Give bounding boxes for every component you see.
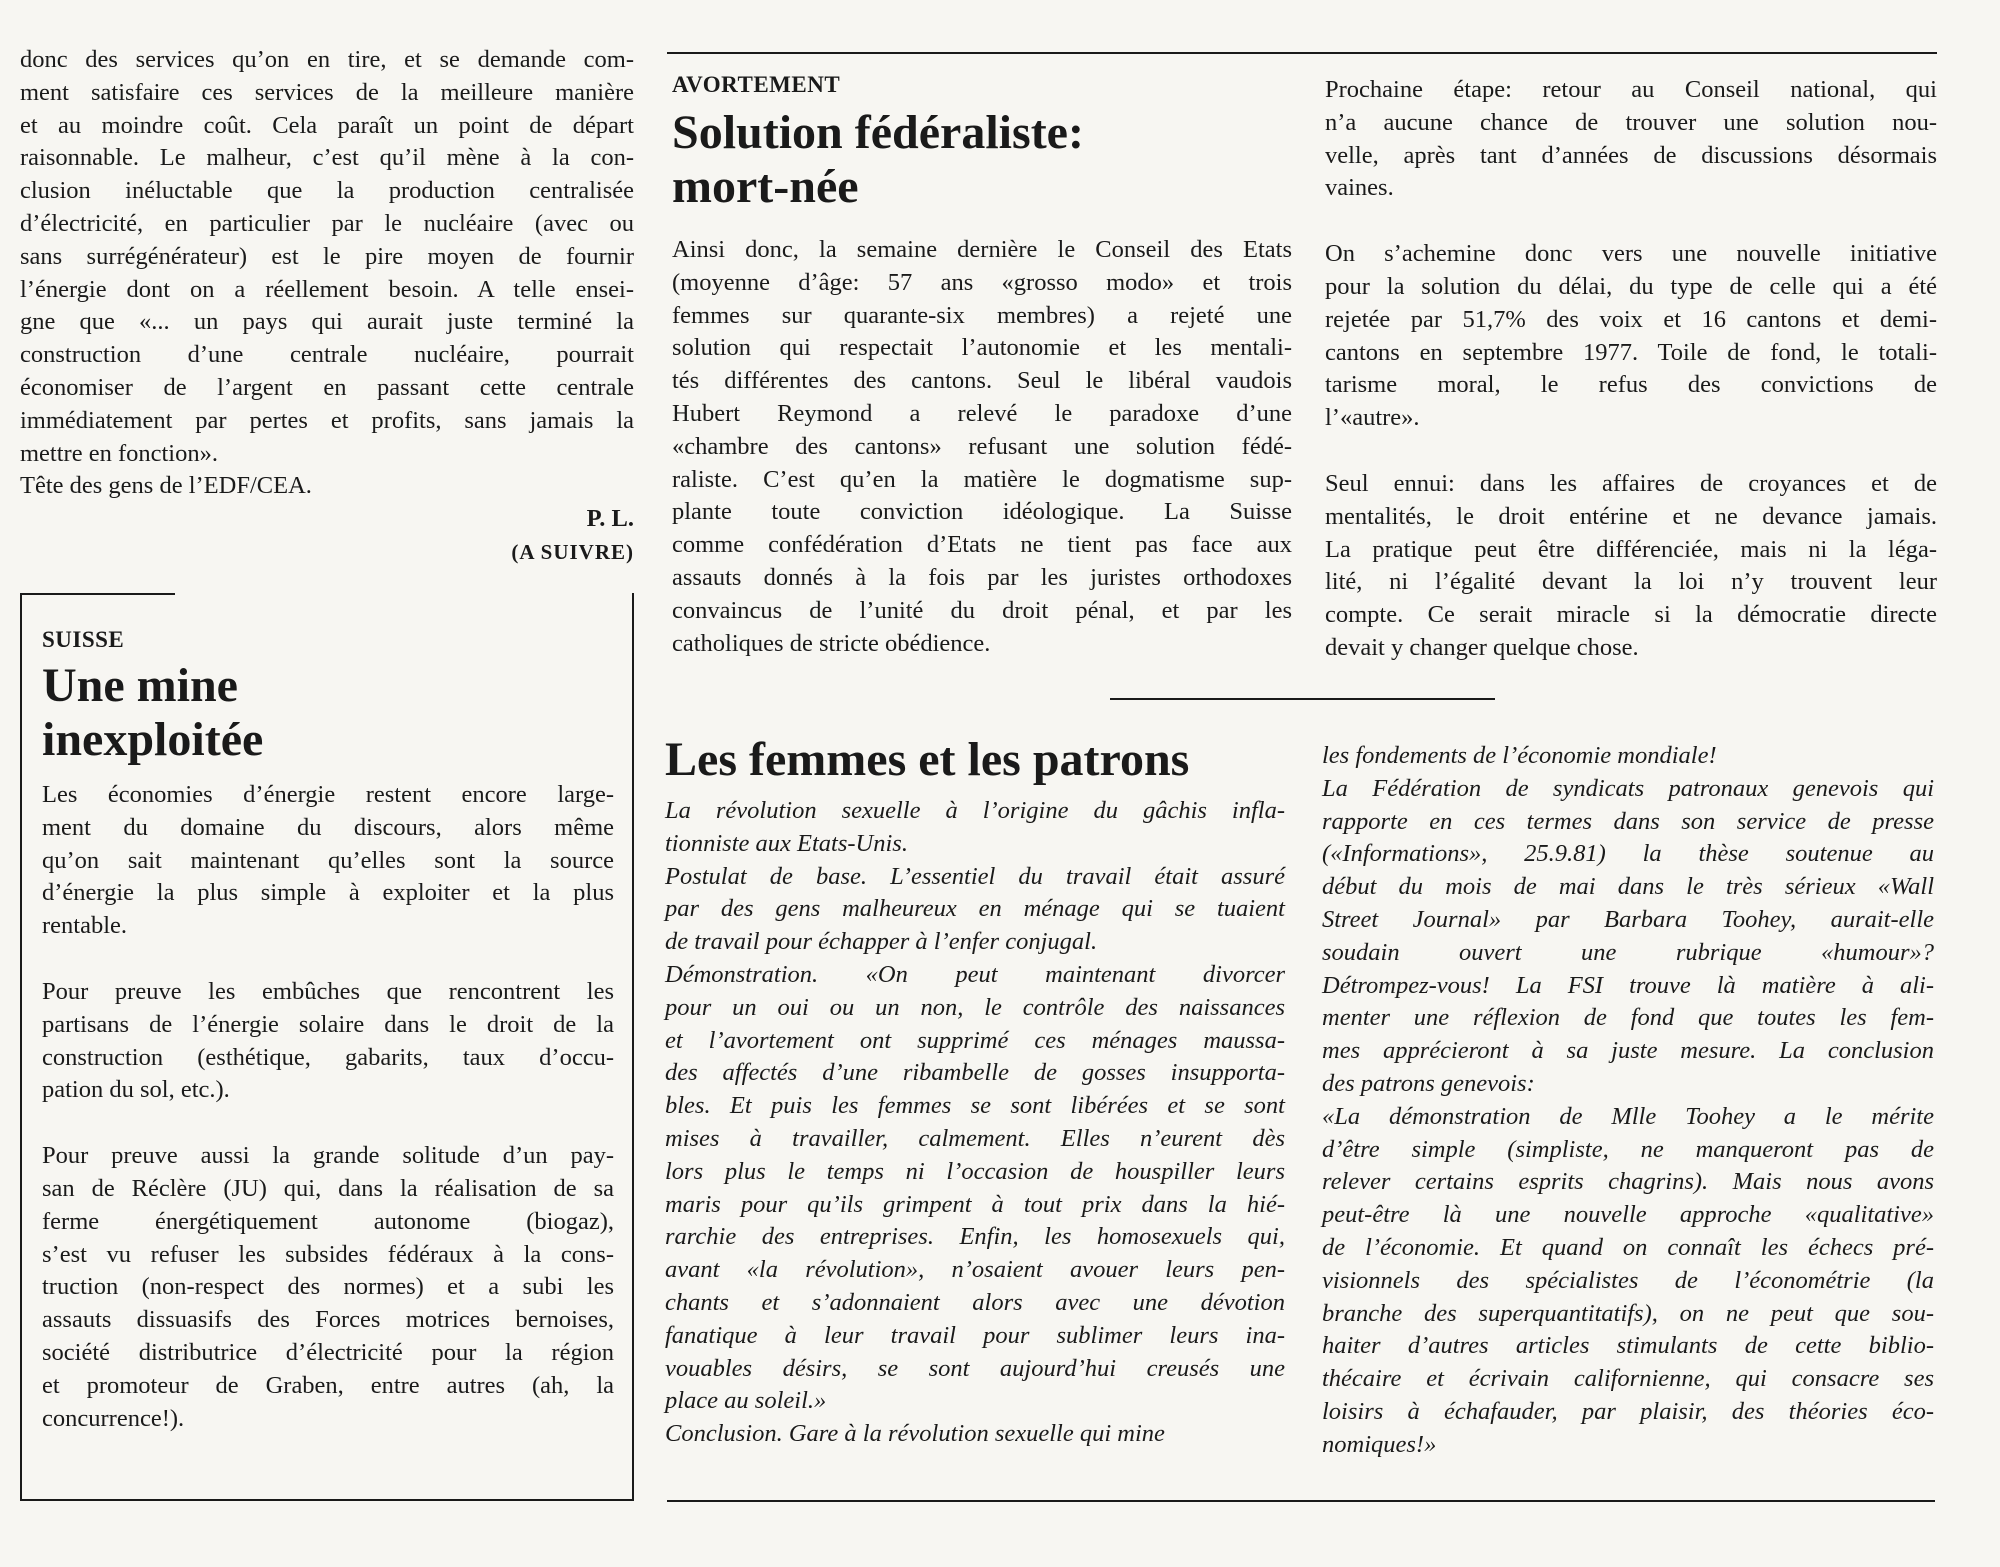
top-rule bbox=[667, 52, 1937, 54]
text-line: «chambre des cantons» refusant une solution fédé- bbox=[672, 432, 1292, 460]
paragraph-gap bbox=[1325, 435, 1937, 468]
text-line: comme confédération d’Etats ne tient pas face aux bbox=[672, 531, 1292, 559]
text-line: assauts donnés à la fois par les juristes orthodoxes bbox=[672, 563, 1292, 591]
text-line: relever certains esprits chagrins). Mais nous avons bbox=[1322, 1168, 1934, 1196]
femmes-right-column-text bbox=[1322, 740, 1934, 1462]
text-line: compte. Ce serait miracle si la démocratie directe bbox=[1325, 601, 1937, 629]
text-line: de l’économie. Et quand on connaît les échecs pré- bbox=[1322, 1233, 1934, 1261]
text-line: velle, après tant d’années de discussions désormais bbox=[1325, 141, 1937, 169]
text-line: vaines. bbox=[1325, 174, 1394, 202]
paragraph-gap bbox=[1325, 205, 1937, 238]
text-line: donc des services qu’on en tire, et se demande com- bbox=[20, 46, 634, 73]
text-line: Détrompez-vous! La FSI trouve là matière à ali- bbox=[1322, 971, 1934, 999]
femmes-left-column-text bbox=[665, 795, 1285, 1451]
text-line: des affectés d’une ribambelle de gosses insupporta- bbox=[665, 1059, 1285, 1087]
text-line: gne que «... un pays qui aurait juste terminé la bbox=[20, 308, 634, 336]
text-line: place au soleil.» bbox=[665, 1387, 827, 1415]
text-line: Démonstration. «On peut maintenant divorcer bbox=[665, 960, 1285, 988]
section-separator-rule bbox=[1110, 698, 1495, 700]
paragraph-gap bbox=[42, 1107, 614, 1140]
text-line: («Informations», 25.9.81) la thèse soutenue au bbox=[1322, 840, 1934, 868]
text-line: La révolution sexuelle à l’origine du gâchis infla- bbox=[665, 797, 1285, 824]
text-line: thécaire et écrivain californienne, qui consacre ses bbox=[1322, 1365, 1934, 1393]
text-line: plante toute conviction idéologique. La Suisse bbox=[672, 498, 1292, 526]
text-line: l’«autre». bbox=[1325, 404, 1420, 432]
text-line: début du mois de mai dans le très sérieux «Wall bbox=[1322, 873, 1934, 901]
text-line: ment satisfaire ces services de la meilleure manière bbox=[20, 78, 634, 106]
text-line: clusion inéluctable que la production centralisée bbox=[20, 177, 634, 205]
text-line: immédiatement par pertes et profits, sans jamais la bbox=[20, 406, 634, 434]
text-line: fanatique à leur travail pour sublimer leurs ina- bbox=[665, 1321, 1285, 1349]
text-line: Hubert Reymond a relevé le paradoxe d’une bbox=[672, 399, 1292, 427]
text-line: avant «la révolution», n’osaient avouer leurs pen- bbox=[665, 1256, 1285, 1284]
text-line: loisirs à échafauder, par plaisir, des théories éco- bbox=[1322, 1397, 1934, 1425]
text-line: La Fédération de syndicats patronaux genevois qui bbox=[1322, 774, 1934, 802]
text-line: tarisme moral, le refus des convictions de bbox=[1325, 371, 1937, 399]
text-line: Pour preuve les embûches que rencontrent les bbox=[42, 977, 614, 1005]
text-line: lité, ni l’égalité devant la loi n’y trouvent leur bbox=[1325, 568, 1937, 596]
text-line: mises à travailler, calmement. Elles n’eurent dès bbox=[665, 1124, 1285, 1152]
text-line: Les économies d’énergie restent encore large- bbox=[42, 781, 614, 808]
text-line: «La démonstration de Mlle Toohey a le mérite bbox=[1322, 1102, 1934, 1130]
text-line: pour un oui ou un non, le contrôle des naissances bbox=[665, 993, 1285, 1021]
text-line: bles. Et puis les femmes se sont libérées et se sont bbox=[665, 1092, 1285, 1120]
author-signature: P. L. bbox=[586, 505, 634, 533]
text-line: rentable. bbox=[42, 912, 128, 940]
text-line: des patrons genevois: bbox=[1322, 1069, 1535, 1097]
text-line: solution qui respectait l’autonomie et les mentali- bbox=[672, 334, 1292, 362]
text-line: nomiques!» bbox=[1322, 1430, 1437, 1458]
text-line: On s’achemine donc vers une nouvelle initiative bbox=[1325, 240, 1937, 268]
text-line: haiter d’autres articles stimulants de cette biblio- bbox=[1322, 1332, 1934, 1360]
text-line: pation du sol, etc.). bbox=[42, 1076, 230, 1104]
text-line: d’être simple (simpliste, ne manqueront pas de bbox=[1322, 1135, 1934, 1163]
bottom-rule bbox=[667, 1500, 1935, 1502]
text-line: tionniste aux Etats-Unis. bbox=[665, 829, 908, 857]
text-line: Street Journal» par Barbara Toohey, aurait-elle bbox=[1322, 905, 1934, 933]
text-line: construction (esthétique, gabarits, taux d’occu- bbox=[42, 1043, 614, 1071]
text-line: partisans de l’énergie solaire dans le droit de la bbox=[42, 1010, 614, 1038]
text-line: construction d’une centrale nucléaire, pourrait bbox=[20, 341, 634, 369]
text-line: d’électricité, en particulier par le nucléaire (avec ou bbox=[20, 209, 634, 237]
text-line: rarchie des entreprises. Enfin, les homosexuels qui, bbox=[665, 1223, 1285, 1251]
text-line: les fondements de l’économie mondiale! bbox=[1322, 742, 1717, 769]
avortement-right-column bbox=[1325, 74, 1937, 665]
femmes-article bbox=[665, 733, 1285, 1451]
paragraph-gap bbox=[42, 943, 614, 976]
suisse-kicker: SUISSE bbox=[42, 627, 125, 652]
text-line: raisonnable. Le malheur, c’est qu’il mène à la con- bbox=[20, 144, 634, 172]
suisse-article-box bbox=[20, 593, 634, 1501]
text-line: femmes sur quarante-six membres) a rejeté une bbox=[672, 301, 1292, 329]
text-line: l’énergie dont on a réellement besoin. A telle ensei- bbox=[20, 275, 634, 303]
text-line: et au moindre coût. Cela paraît un point de départ bbox=[20, 111, 634, 139]
text-line: devait y changer quelque chose. bbox=[1325, 633, 1639, 661]
text-line: vouables désirs, se sont aujourd’hui creusés une bbox=[665, 1354, 1285, 1382]
text-line: peut-être là une nouvelle approche «qualitative» bbox=[1322, 1201, 1934, 1229]
text-line: pour la solution du délai, du type de celle qui a été bbox=[1325, 272, 1937, 300]
avortement-left-column-text bbox=[672, 234, 1292, 660]
text-line: qu’on sait maintenant qu’elles sont la source bbox=[42, 846, 614, 874]
text-line: (moyenne d’âge: 57 ans «grosso modo» et trois bbox=[672, 268, 1292, 296]
text-line: Prochaine étape: retour au Conseil national, qui bbox=[1325, 76, 1937, 103]
text-line: n’a aucune chance de trouver une solution nou- bbox=[1325, 108, 1937, 136]
text-line: convaincus de l’unité du droit pénal, et par les bbox=[672, 596, 1292, 624]
avortement-article bbox=[672, 72, 1292, 660]
text-line: san de Réclère (JU) qui, dans la réalisation de sa bbox=[42, 1174, 614, 1202]
femmes-right-column bbox=[1322, 740, 1934, 1462]
text-line: Pour preuve aussi la grande solitude d’un pay- bbox=[42, 1142, 614, 1170]
femmes-headline: Les femmes et les patrons bbox=[665, 733, 1190, 786]
text-line: Ainsi donc, la semaine dernière le Conseil des Etats bbox=[672, 236, 1292, 263]
text-line: assauts dissuasifs des Forces motrices bernoises, bbox=[42, 1306, 614, 1334]
text-line: ferme énergétiquement autonome (biogaz), bbox=[42, 1207, 614, 1235]
continued-note: (A SUIVRE) bbox=[511, 539, 634, 564]
text-line: La pratique peut être différenciée, mais ni la léga- bbox=[1325, 535, 1937, 563]
text-line: rapporte en ces termes dans son service de presse bbox=[1322, 807, 1934, 835]
text-line: maris pour qu’ils grimpent à tout prix dans la hié- bbox=[665, 1190, 1285, 1218]
previous-article-end bbox=[20, 44, 634, 569]
text-line: chants et s’adonnaient alors avec une dévotion bbox=[665, 1288, 1285, 1316]
text-line: rejetée par 51,7% des voix et 16 cantons et demi- bbox=[1325, 305, 1937, 333]
text-line: Conclusion. Gare à la révolution sexuelle qui mine bbox=[665, 1420, 1165, 1448]
text-line: mes apprécieront à sa juste mesure. La conclusion bbox=[1322, 1037, 1934, 1065]
text-line: mettre en fonction». bbox=[20, 439, 218, 467]
avortement-headline-line-1: Solution fédéraliste: bbox=[672, 106, 1084, 159]
text-line: soudain ouvert une rubrique «humour»? bbox=[1322, 938, 1934, 966]
text-line: truction (non-respect des normes) et a subi les bbox=[42, 1273, 614, 1301]
text-line: Postulat de base. L’essentiel du travail était assuré bbox=[665, 862, 1285, 890]
text-line: société distributrice d’électricité pour la région bbox=[42, 1338, 614, 1366]
text-line: économiser de l’argent en passant cette centrale bbox=[20, 373, 634, 401]
avortement-kicker: AVORTEMENT bbox=[672, 72, 841, 97]
text-line: et l’avortement ont supprimé ces ménages maussa- bbox=[665, 1026, 1285, 1054]
avortement-headline-line-2: mort-née bbox=[672, 160, 859, 213]
suisse-headline-line-2: inexploitée bbox=[42, 713, 264, 766]
text-line: branche des superquantitatifs), on ne peut que sou- bbox=[1322, 1299, 1934, 1327]
text-line: lors plus le temps ni l’occasion de houspiller leurs bbox=[665, 1157, 1285, 1185]
previous-article-text bbox=[20, 44, 634, 470]
text-line: concurrence!). bbox=[42, 1404, 185, 1432]
text-line: visionnels des spécialistes de l’économétrie (la bbox=[1322, 1266, 1934, 1294]
text-line: par des gens malheureux en ménage qui se tuaient bbox=[665, 895, 1285, 923]
avortement-right-column-text bbox=[1325, 74, 1937, 665]
text-line: de travail pour échapper à l’enfer conjugal. bbox=[665, 928, 1098, 956]
text-line: et promoteur de Graben, entre autres (ah, la bbox=[42, 1371, 614, 1399]
text-line: catholiques de stricte obédience. bbox=[672, 629, 991, 657]
text-line: Seul ennui: dans les affaires de croyances et de bbox=[1325, 469, 1937, 497]
text-line: mentalités, le droit entérine et ne devance jamais. bbox=[1325, 502, 1937, 530]
previous-article-last-line: Tête des gens de l’EDF/CEA. bbox=[20, 472, 312, 500]
text-line: ment du domaine du discours, alors même bbox=[42, 813, 614, 841]
suisse-headline-line-1: Une mine bbox=[42, 659, 238, 712]
text-line: s’est vu refuser les subsides fédéraux à la cons- bbox=[42, 1240, 614, 1268]
suisse-body-text bbox=[42, 779, 614, 1435]
text-line: raliste. C’est qu’en la matière le dogmatisme sup- bbox=[672, 465, 1292, 493]
text-line: cantons en septembre 1977. Toile de fond, le totali- bbox=[1325, 338, 1937, 366]
text-line: sans surrégénérateur) est le pire moyen de fournir bbox=[20, 242, 634, 270]
text-line: d’énergie la plus simple à exploiter et la plus bbox=[42, 879, 614, 907]
text-line: tés différentes des cantons. Seul le libéral vaudois bbox=[672, 367, 1292, 395]
text-line: menter une réflexion de fond que toutes les fem- bbox=[1322, 1004, 1934, 1032]
